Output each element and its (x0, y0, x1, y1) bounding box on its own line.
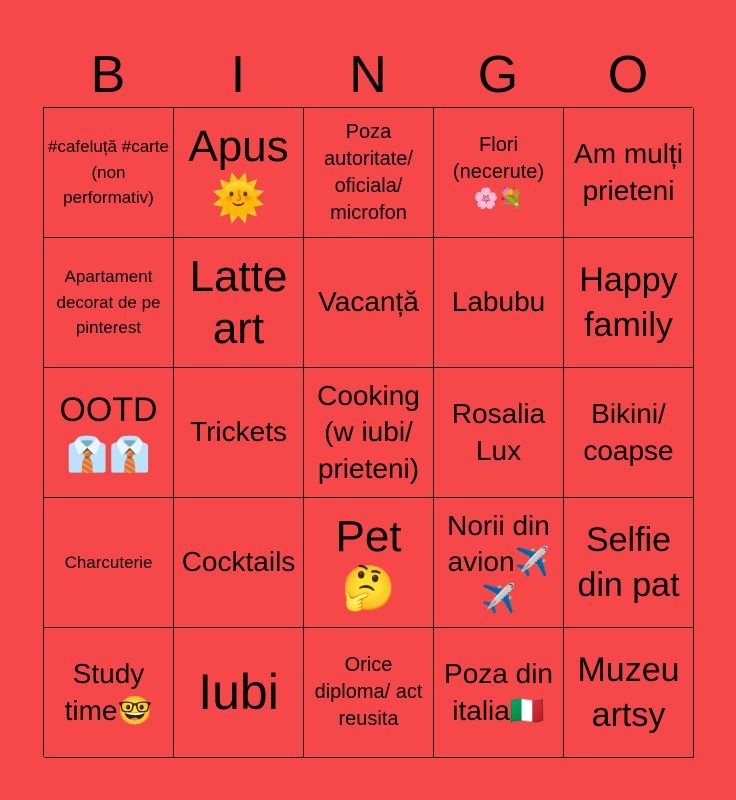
bingo-cell-n2[interactable] (304, 238, 434, 368)
bingo-cell-g1[interactable] (434, 108, 564, 238)
bingo-cell-text: Latte art (189, 251, 288, 353)
bingo-cell-text: #cafeluță #carte (non performativ) (48, 137, 169, 208)
bingo-cell-text: Poza din italia🇮🇹 (444, 658, 553, 726)
bingo-cell-text: Muzeu artsy (577, 651, 680, 734)
bingo-cell-g3[interactable] (434, 368, 564, 498)
bingo-cell-i2[interactable] (174, 238, 304, 368)
bingo-cell-text: Pet 🤔 (335, 511, 402, 613)
bingo-cell-text: Cooking (w iubi/ prieteni) (317, 379, 420, 484)
bingo-cell-o1[interactable] (564, 108, 694, 238)
bingo-cell-i1[interactable] (174, 108, 304, 238)
bingo-cell-text: Iubi (198, 664, 279, 720)
header-letter-n: N (349, 46, 387, 104)
bingo-cell-text: Study time🤓 (64, 658, 153, 726)
bingo-cell-n1[interactable] (304, 108, 434, 238)
bingo-cell-text: OOTD 👔👔 (59, 391, 158, 474)
bingo-cell-n5[interactable] (304, 628, 434, 758)
bingo-cell-text: Norii din avion✈️ ✈️ (447, 509, 550, 614)
bingo-cell-n3[interactable] (304, 368, 434, 498)
bingo-cell-b5[interactable] (44, 628, 174, 758)
bingo-cell-i5[interactable] (174, 628, 304, 758)
bingo-cell-text: Selfie din pat (577, 521, 680, 604)
bingo-cell-o4[interactable] (564, 498, 694, 628)
bingo-cell-i3[interactable] (174, 368, 304, 498)
bingo-cell-text: Trickets (190, 416, 287, 448)
bingo-cell-text: Rosalia Lux (451, 398, 546, 466)
bingo-cell-g5[interactable] (434, 628, 564, 758)
bingo-cell-b4[interactable] (44, 498, 174, 628)
bingo-cell-n4[interactable] (304, 498, 434, 628)
bingo-cell-o3[interactable] (564, 368, 694, 498)
header-letter-o: O (607, 46, 649, 104)
bingo-cell-b1[interactable] (44, 108, 174, 238)
bingo-cell-g2[interactable] (434, 238, 564, 368)
bingo-cell-text: Labubu (451, 286, 546, 318)
header-letter-b: B (90, 46, 126, 104)
header-letter-i: I (230, 46, 246, 104)
bingo-cell-text: Happy family (579, 261, 678, 344)
bingo-cell-text: Apartament decorat de pe pinterest (56, 267, 161, 338)
bingo-cell-text: Flori (necerute) 🌸💐 (452, 134, 545, 210)
bingo-cell-text: Cocktails (181, 546, 296, 578)
bingo-cell-g4[interactable] (434, 498, 564, 628)
bingo-board (43, 107, 693, 757)
bingo-header (43, 44, 693, 106)
bingo-cell-text: Orice diploma/ act reusita (314, 654, 423, 730)
bingo-cell-o2[interactable] (564, 238, 694, 368)
bingo-cell-b2[interactable] (44, 238, 174, 368)
bingo-cell-i4[interactable] (174, 498, 304, 628)
bingo-cell-text: Am mulți prieteni (574, 138, 683, 206)
bingo-cell-o5[interactable] (564, 628, 694, 758)
header-letter-g: G (477, 46, 519, 104)
bingo-cell-text: Apus 🌞 (188, 121, 289, 223)
bingo-cell-text: Poza autoritate/ oficiala/ microfon (324, 120, 413, 224)
bingo-cell-b3[interactable] (44, 368, 174, 498)
bingo-cell-text: Vacanță (318, 286, 419, 318)
bingo-cell-text: Bikini/ coapse (583, 398, 674, 466)
bingo-cell-text: Charcuterie (64, 552, 153, 572)
